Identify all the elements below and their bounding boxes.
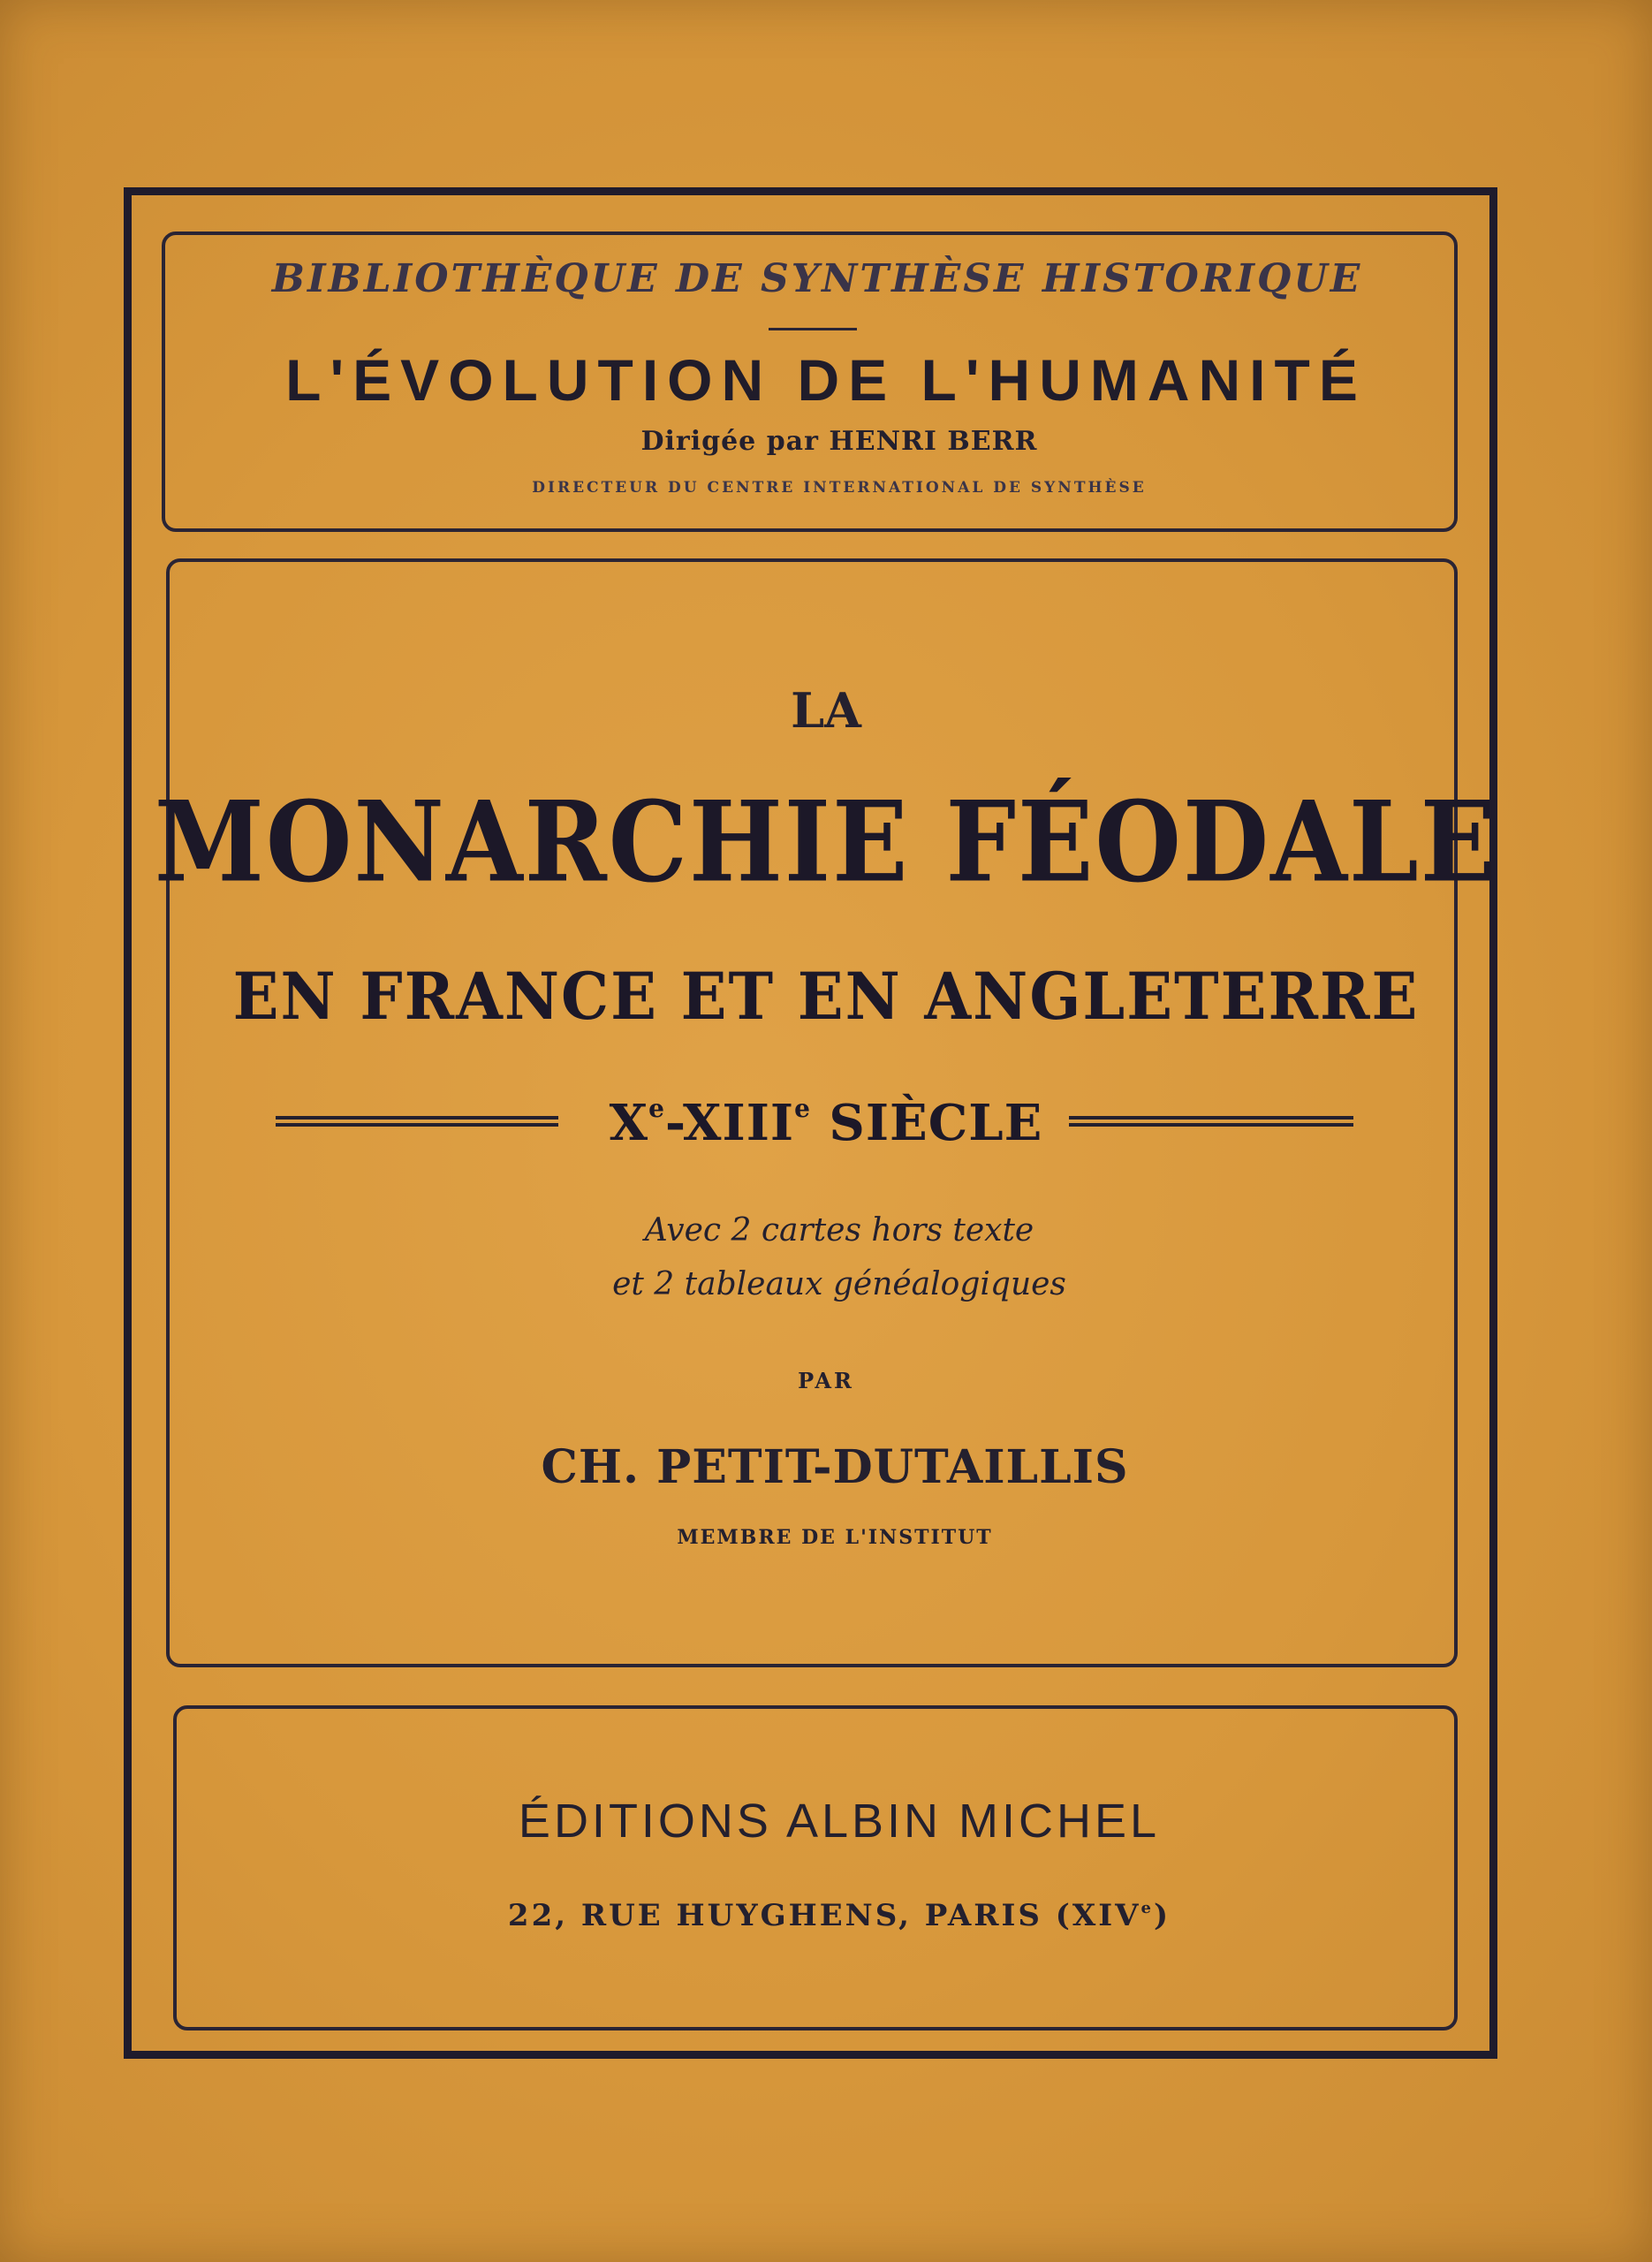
book-subtitle: EN FRANCE ET EN ANGLETERRE — [232, 959, 1420, 1036]
series-divider — [769, 328, 857, 330]
maps-note: Avec 2 cartes hors texte — [644, 1212, 1034, 1249]
publisher-panel — [173, 1705, 1458, 2030]
series-title: BIBLIOTHÈQUE DE SYNTHÈSE HISTORIQUE — [271, 256, 1363, 301]
director-line: DIRECTEUR DU CENTRE INTERNATIONAL DE SYNTHÈSE — [532, 479, 1147, 497]
century-text: Xe-XIIIe SIÈCLE — [609, 1094, 1043, 1152]
genealogy-note: et 2 tableaux généalogiques — [612, 1266, 1066, 1302]
publisher-name: ÉDITIONS ALBIN MICHEL — [518, 1795, 1161, 1848]
editor-line: Dirigée par HENRI BERR — [640, 426, 1038, 457]
by-label: PAR — [798, 1368, 854, 1393]
publisher-address: 22, RUE HUYGHENS, PARIS (XIVe) — [507, 1898, 1171, 1933]
author-name: CH. PETIT-DUTAILLIS — [541, 1440, 1129, 1494]
author-title: MEMBRE DE L'INSTITUT — [677, 1526, 993, 1549]
book-title: MONARCHIE FÉODALE — [154, 778, 1498, 907]
title-article: LA — [791, 682, 861, 739]
collection-title: L'ÉVOLUTION DE L'HUMANITÉ — [285, 347, 1367, 413]
century-line — [0, 1094, 1652, 1156]
